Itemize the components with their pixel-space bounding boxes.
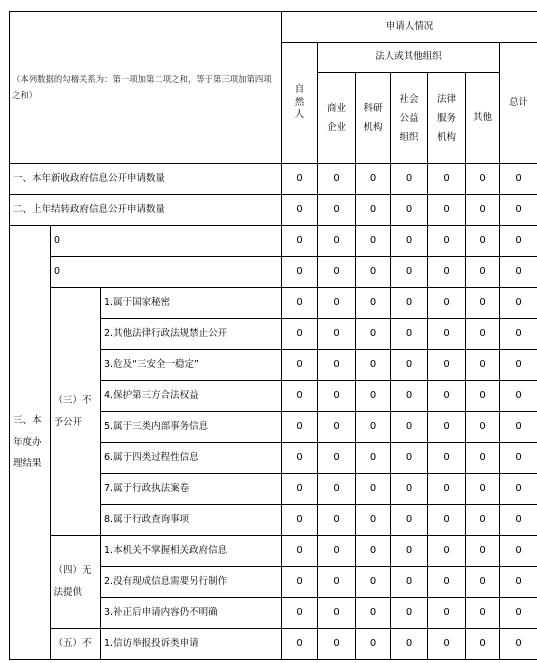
value-cell: 0 [318,164,356,195]
value-cell: 0 [356,195,391,226]
value-cell: 0 [356,412,391,443]
table-row [10,629,537,660]
value-cell: 0 [282,226,318,257]
value-cell: 0 [356,381,391,412]
value-cell: 0 [391,195,428,226]
item-label: 6.属于四类过程性信息 [101,443,282,474]
value-cell: 0 [466,598,500,629]
value-cell: 0 [391,226,428,257]
natural-person-header: 自然人 [282,43,318,164]
value-cell: 0 [356,257,391,288]
value-cell: 0 [428,443,466,474]
value-cell: 0 [391,257,428,288]
value-cell: 0 [318,536,356,567]
value-cell: 0 [282,443,318,474]
value-cell: 0 [500,536,537,567]
item-label: 4.保护第三方合法权益 [101,381,282,412]
value-cell: 0 [318,474,356,505]
value-cell: 0 [466,381,500,412]
value-cell: 0 [318,567,356,598]
value-cell: 0 [391,288,428,319]
value-cell: 0 [391,505,428,536]
value-cell: 0 [391,319,428,350]
value-cell: 0 [356,164,391,195]
item-label: 7.属于行政执法案卷 [101,474,282,505]
value-cell: 0 [356,629,391,660]
value-cell: 0 [282,319,318,350]
value-cell: 0 [466,443,500,474]
value-cell: 0 [282,288,318,319]
value-cell: 0 [500,350,537,381]
sub-label: 0 [51,257,282,288]
value-cell: 0 [318,226,356,257]
value-cell: 0 [282,412,318,443]
row-label: 二、上年结转政府信息公开申请数量 [10,195,282,226]
value-cell: 0 [356,536,391,567]
value-cell: 0 [391,350,428,381]
value-cell: 0 [500,474,537,505]
value-cell: 0 [500,412,537,443]
value-cell: 0 [466,350,500,381]
section3-label: 三、本年度办理结果 [10,226,51,660]
item-label: 1.属于国家秘密 [101,288,282,319]
value-cell: 0 [428,226,466,257]
value-cell: 0 [391,629,428,660]
value-cell: 0 [428,350,466,381]
legal-service-header: 法律服务机构 [428,73,466,164]
group-label: （三）不予公开 [51,288,101,536]
value-cell: 0 [318,629,356,660]
applicant-header: 申请人情况 [282,12,537,43]
value-cell: 0 [500,195,537,226]
value-cell: 0 [428,381,466,412]
value-cell: 0 [466,164,500,195]
value-cell: 0 [318,257,356,288]
value-cell: 0 [428,536,466,567]
value-cell: 0 [500,288,537,319]
value-cell: 0 [282,350,318,381]
table-row [10,195,537,226]
value-cell: 0 [356,226,391,257]
value-cell: 0 [428,598,466,629]
value-cell: 0 [318,350,356,381]
value-cell: 0 [428,567,466,598]
relation-note: （本列数据的勾稽关系为：第一项加第二项之和，等于第三项加第四项之和） [10,12,282,164]
value-cell: 0 [282,536,318,567]
value-cell: 0 [500,164,537,195]
value-cell: 0 [391,598,428,629]
value-cell: 0 [466,474,500,505]
value-cell: 0 [500,567,537,598]
value-cell: 0 [356,319,391,350]
value-cell: 0 [500,505,537,536]
value-cell: 0 [428,474,466,505]
value-cell: 0 [466,319,500,350]
value-cell: 0 [466,288,500,319]
value-cell: 0 [466,195,500,226]
value-cell: 0 [282,629,318,660]
item-label: 3.危及“三安全一稳定” [101,350,282,381]
value-cell: 0 [428,319,466,350]
sub-label: 0 [51,226,282,257]
value-cell: 0 [466,412,500,443]
value-cell: 0 [428,505,466,536]
value-cell: 0 [356,350,391,381]
item-label: 2.没有现成信息需要另行制作 [101,567,282,598]
value-cell: 0 [318,443,356,474]
value-cell: 0 [318,319,356,350]
public-welfare-header: 社会公益组织 [391,73,428,164]
value-cell: 0 [428,257,466,288]
value-cell: 0 [356,288,391,319]
value-cell: 0 [500,598,537,629]
value-cell: 0 [391,443,428,474]
value-cell: 0 [282,567,318,598]
value-cell: 0 [500,226,537,257]
table-row [10,257,537,288]
value-cell: 0 [500,629,537,660]
value-cell: 0 [282,381,318,412]
other-header: 其他 [466,73,500,164]
value-cell: 0 [318,598,356,629]
value-cell: 0 [428,412,466,443]
value-cell: 0 [466,226,500,257]
row-label: 一、本年新收政府信息公开申请数量 [10,164,282,195]
value-cell: 0 [428,195,466,226]
value-cell: 0 [356,505,391,536]
item-label: 8.属于行政查询事项 [101,505,282,536]
value-cell: 0 [356,443,391,474]
value-cell: 0 [391,536,428,567]
value-cell: 0 [282,164,318,195]
value-cell: 0 [391,164,428,195]
value-cell: 0 [282,195,318,226]
value-cell: 0 [318,505,356,536]
value-cell: 0 [391,381,428,412]
item-label: 5.属于三类内部事务信息 [101,412,282,443]
value-cell: 0 [500,381,537,412]
item-label: 2.其他法律行政法规禁止公开 [101,319,282,350]
value-cell: 0 [466,629,500,660]
value-cell: 0 [466,505,500,536]
value-cell: 0 [428,288,466,319]
value-cell: 0 [282,505,318,536]
value-cell: 0 [466,567,500,598]
value-cell: 0 [428,164,466,195]
item-label: 3.补正后申请内容仍不明确 [101,598,282,629]
value-cell: 0 [282,257,318,288]
item-label: 1.本机关不掌握相关政府信息 [101,536,282,567]
item-label: 1.信访举报投诉类申请 [101,629,282,660]
disclosure-table [9,11,537,660]
total-header: 总计 [500,43,537,164]
group-label: （五）不 [51,629,101,660]
commercial-header: 商业企业 [318,73,356,164]
research-header: 科研机构 [356,73,391,164]
table-row [10,164,537,195]
value-cell: 0 [318,288,356,319]
value-cell: 0 [356,567,391,598]
value-cell: 0 [500,443,537,474]
value-cell: 0 [318,381,356,412]
value-cell: 0 [318,412,356,443]
group-label: （四）无法提供 [51,536,101,629]
value-cell: 0 [356,474,391,505]
value-cell: 0 [500,319,537,350]
value-cell: 0 [391,567,428,598]
value-cell: 0 [500,257,537,288]
value-cell: 0 [466,257,500,288]
value-cell: 0 [391,474,428,505]
table-row [10,288,537,319]
value-cell: 0 [428,629,466,660]
table-row [10,226,537,257]
value-cell: 0 [391,412,428,443]
legal-group-header: 法人或其他组织 [318,43,500,73]
value-cell: 0 [318,195,356,226]
value-cell: 0 [466,536,500,567]
value-cell: 0 [356,598,391,629]
value-cell: 0 [282,598,318,629]
value-cell: 0 [282,474,318,505]
table-row [10,536,537,567]
